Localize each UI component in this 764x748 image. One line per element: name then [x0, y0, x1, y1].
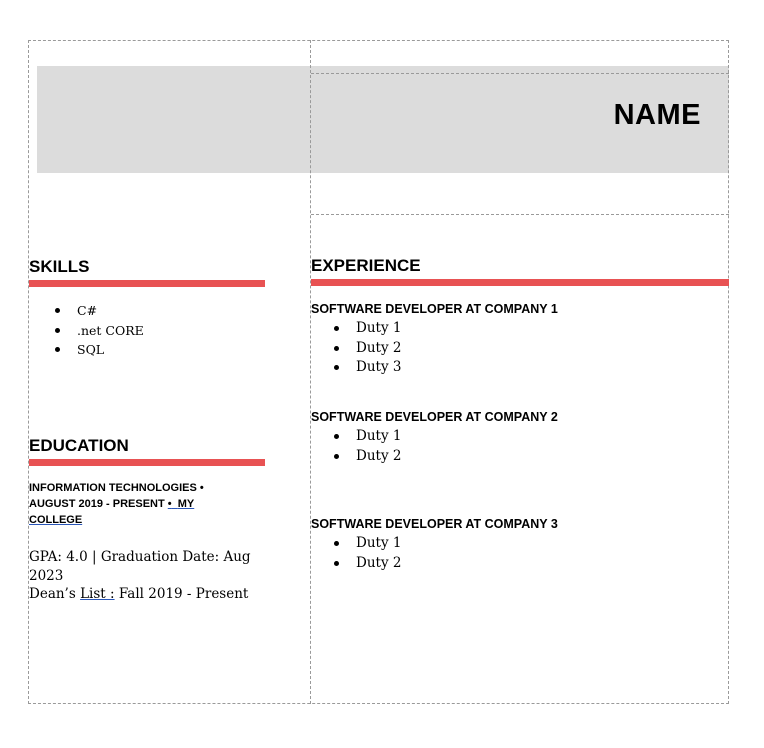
row-divider-top — [311, 73, 729, 74]
list-item[interactable]: C# — [52, 301, 144, 321]
list-item[interactable]: .net CORE — [52, 321, 144, 341]
list-item[interactable]: Duty 3 — [331, 358, 401, 378]
link-separator[interactable]: • — [167, 498, 172, 510]
list-item[interactable]: Duty 2 — [331, 339, 401, 359]
education-rule — [29, 459, 265, 466]
list-item[interactable]: Duty 2 — [331, 554, 401, 574]
deans-suffix: Fall 2019 - Present — [114, 586, 249, 602]
job-title-1[interactable]: SOFTWARE DEVELOPER AT COMPANY 1 — [311, 302, 558, 316]
list-item[interactable]: Duty 1 — [331, 319, 401, 339]
bullet-separator: • — [196, 482, 204, 494]
education-entry-title[interactable] — [29, 480, 229, 528]
duties-list-1 — [331, 319, 401, 378]
duties-list-3 — [331, 534, 401, 573]
deans-list-link[interactable]: List : — [80, 586, 115, 602]
deans-prefix: Dean’s — [29, 586, 81, 602]
resume-name[interactable]: NAME — [613, 99, 701, 131]
list-item[interactable]: Duty 2 — [331, 447, 401, 467]
deans-list-line[interactable] — [29, 585, 269, 604]
gpa-line[interactable]: GPA: 4.0 | Graduation Date: Aug 2023 — [29, 549, 251, 584]
skills-rule — [29, 280, 265, 287]
column-divider — [310, 40, 311, 704]
dates-text: AUGUST 2019 - PRESENT — [29, 498, 165, 510]
skills-heading[interactable]: SKILLS — [29, 257, 90, 276]
experience-rule — [311, 279, 729, 286]
list-item[interactable]: Duty 1 — [331, 427, 401, 447]
list-item[interactable]: Duty 1 — [331, 534, 401, 554]
list-item[interactable]: SQL — [52, 340, 144, 360]
job-title-2[interactable]: SOFTWARE DEVELOPER AT COMPANY 2 — [311, 410, 558, 424]
education-heading[interactable]: EDUCATION — [29, 436, 129, 455]
duties-list-2 — [331, 427, 401, 466]
skills-list — [52, 301, 144, 360]
school-link[interactable]: MY COLLEGE — [29, 498, 195, 526]
degree-text: INFORMATION TECHNOLOGIES — [29, 482, 197, 494]
experience-heading[interactable]: EXPERIENCE — [311, 256, 421, 275]
row-divider-mid — [311, 214, 729, 215]
job-title-3[interactable]: SOFTWARE DEVELOPER AT COMPANY 3 — [311, 517, 558, 531]
